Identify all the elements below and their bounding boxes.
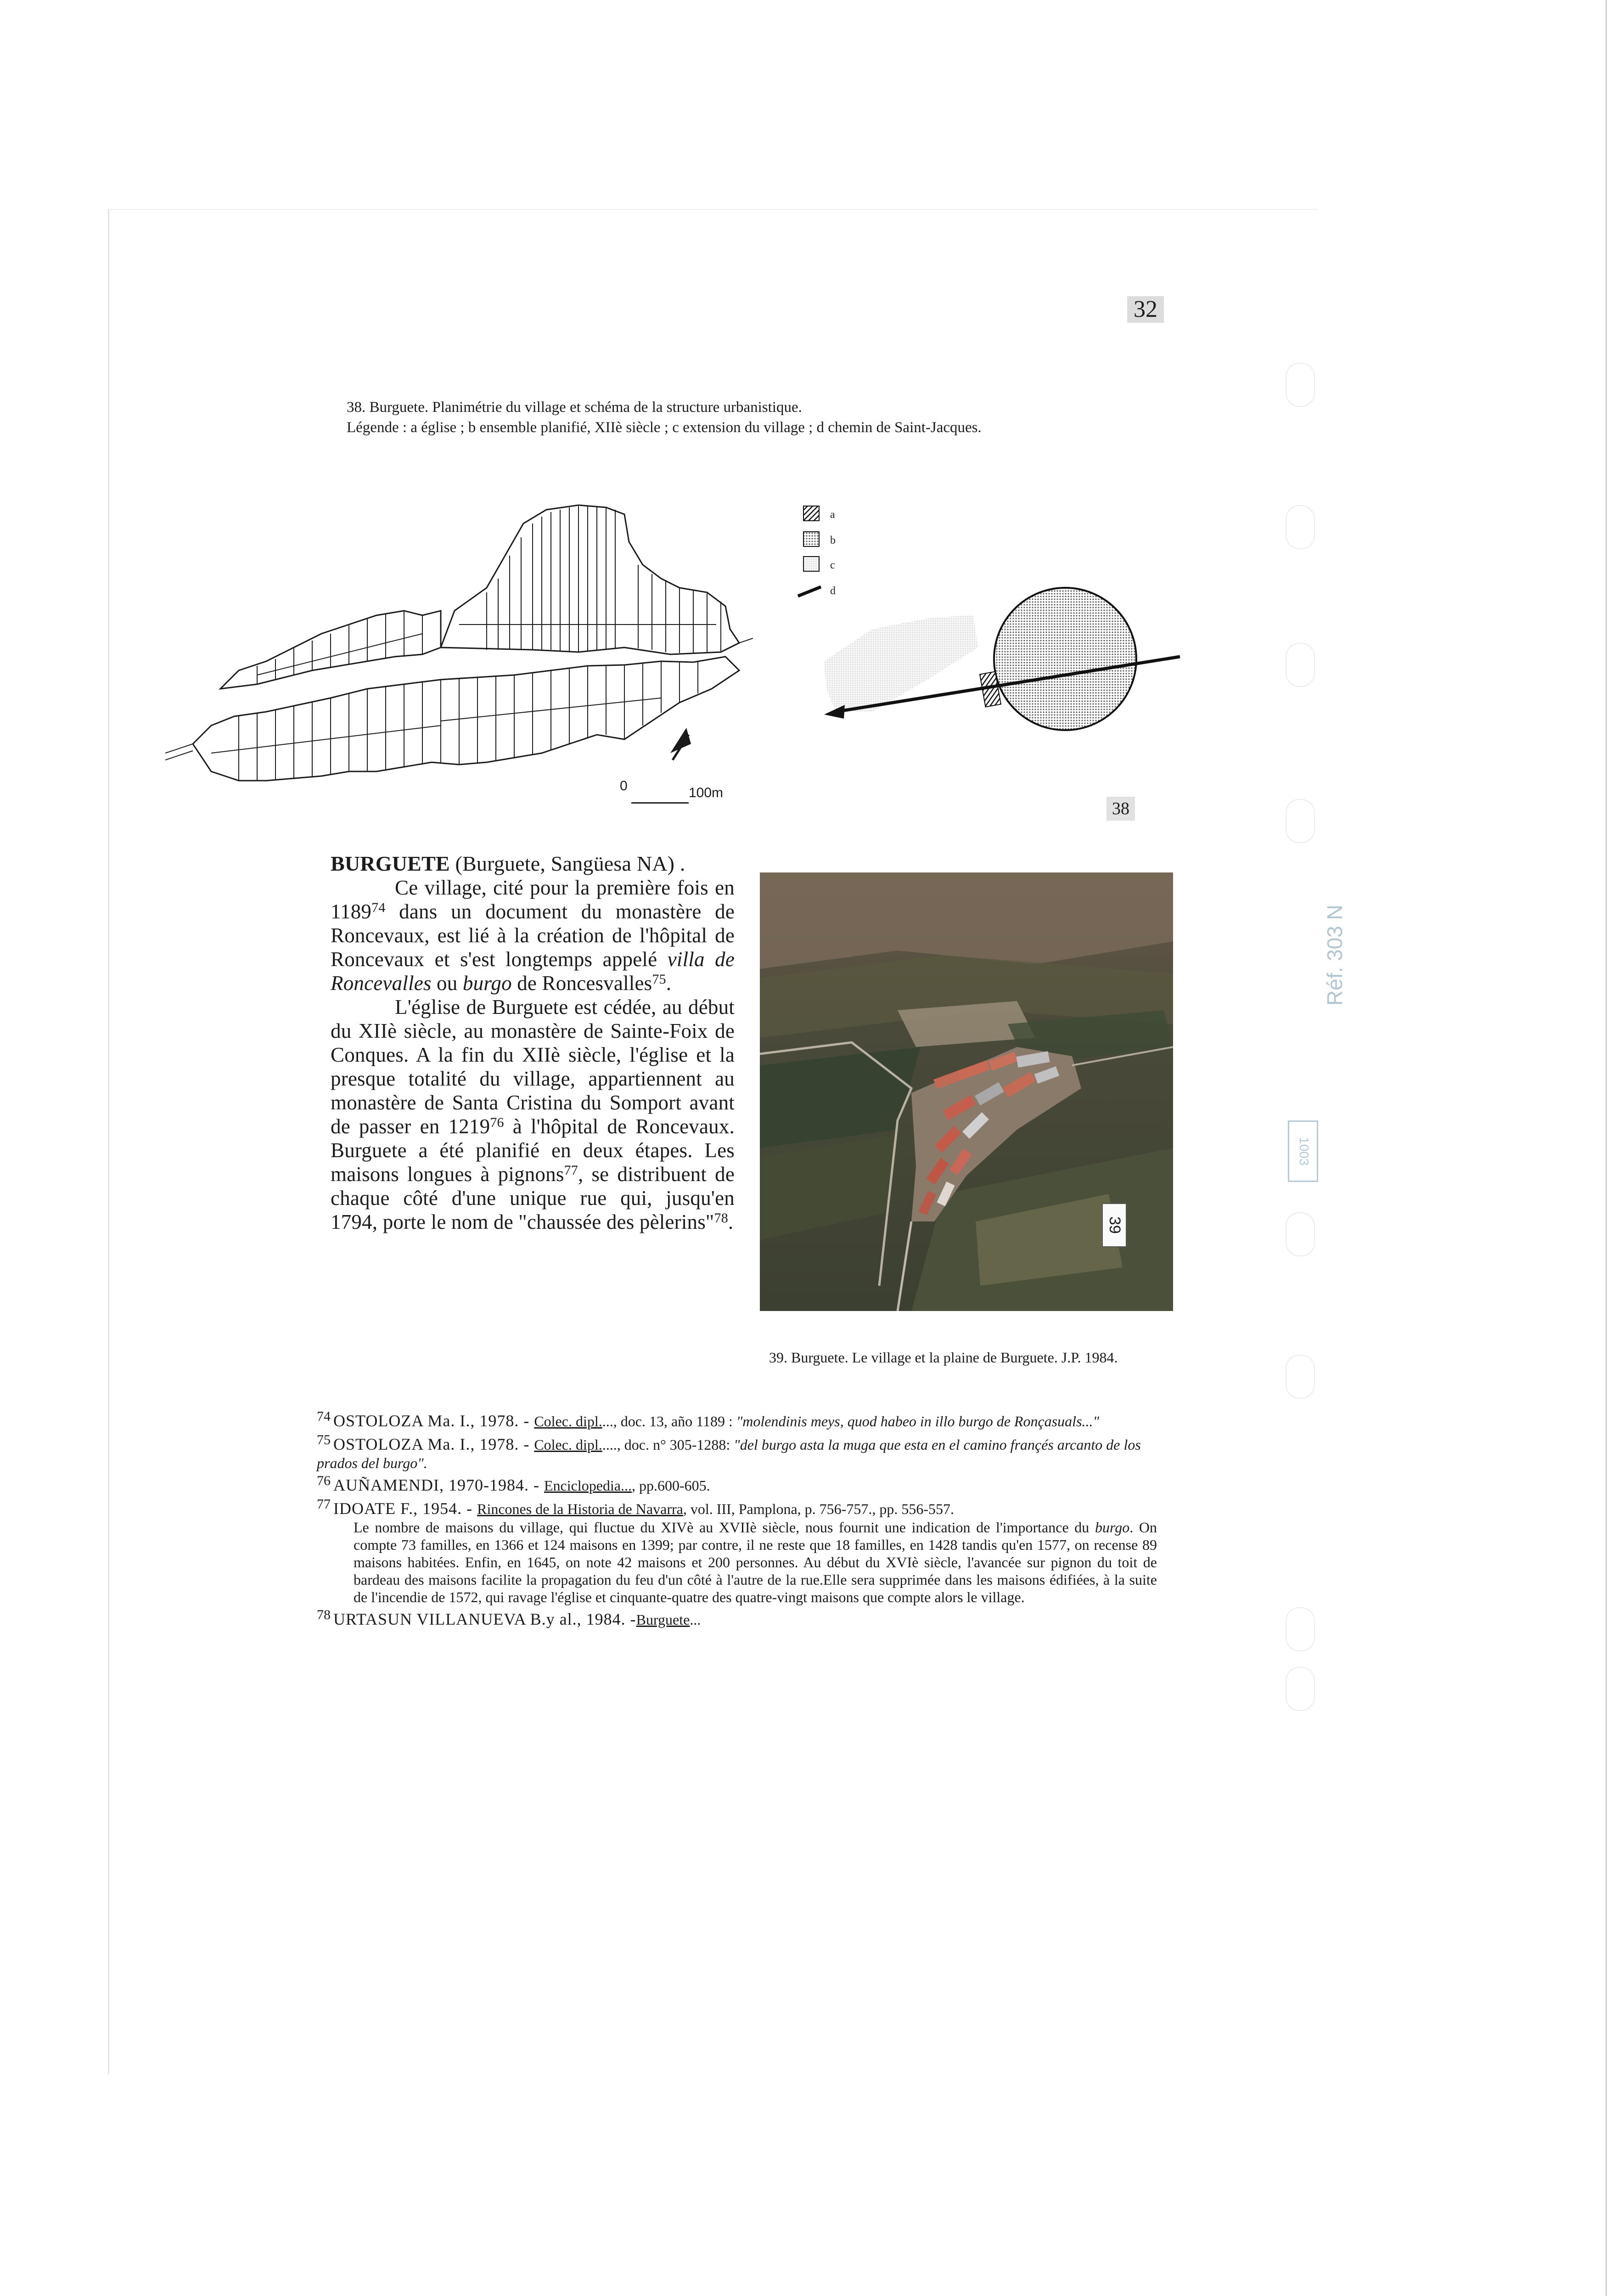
- scan-edge: [1606, 0, 1607, 2296]
- page-number: 32: [1127, 296, 1164, 323]
- p2-text-b: à l'hôpital de Roncevaux. Burguete a été planifié en deux étapes. Les maisons longues à pignons: [331, 1115, 735, 1186]
- binder-hole: [1286, 643, 1315, 687]
- footnote-77-body: [317, 1519, 1157, 1606]
- margin-box-stamp: 1003: [1288, 1120, 1318, 1182]
- paragraph-2: [331, 995, 735, 1234]
- footnote-ref-75[interactable]: 75: [652, 972, 666, 987]
- binder-hole: [1286, 799, 1315, 843]
- figure-39-tag: 39: [1102, 1203, 1127, 1247]
- footnote-author: URTASUN VILLANUEVA B.y al., 1984. -: [333, 1610, 636, 1628]
- schema-legend: [798, 506, 836, 597]
- scale-line: [631, 802, 689, 804]
- binder-hole: [1286, 1355, 1315, 1399]
- footnote-number: 77: [317, 1497, 331, 1512]
- footnote-quote: "del burgo asta la muga que esta en el camino françés arcanto de los prados del burgo".: [317, 1436, 1141, 1471]
- footnote-title: Burguete: [636, 1611, 690, 1628]
- p1-text-b: dans un document du monastère de Roncevaux, est lié à la création de l'hôpital de Roncevaux et s'est longtemps appelé: [331, 900, 735, 971]
- p2-text-a: L'église de Burguete est cédée, au début du XIIè siècle, au monastère de Sainte-Foix de Conques. A la fin du XIIè siècle, l'église et la presque totalité du village, appartiennent au monastère de Santa Cristina du Somport avant de passer en 1219: [331, 996, 735, 1138]
- binder-hole: [1286, 505, 1315, 549]
- heading-location: (Burguete, Sangüesa NA) .: [449, 852, 685, 875]
- scale-length: 100m: [689, 785, 724, 800]
- footnote-title: Colec. dipl.: [534, 1436, 602, 1453]
- footnote-number: 78: [317, 1607, 331, 1622]
- figure-39-caption: 39. Burguete. Le village et la plaine de Burguete. J.P. 1984.: [769, 1349, 1118, 1366]
- footnote-ref: ...: [690, 1611, 701, 1628]
- footnote-title: Rincones de la Historia de Navarra: [477, 1501, 683, 1517]
- legend-a-label: a: [830, 509, 835, 521]
- legend-d-label: d: [830, 585, 836, 597]
- footnote-ref: , pp.600-605.: [631, 1477, 710, 1494]
- footnote-77: [317, 1497, 1157, 1606]
- village-plan-drawing: [165, 496, 753, 790]
- village-plan-figure: [165, 496, 753, 792]
- footnote-title: Enciclopedia...: [544, 1477, 632, 1494]
- footnote-ref: ..., doc. 13, año 1189 :: [602, 1413, 736, 1429]
- footnote-74: [317, 1409, 1157, 1431]
- section-heading: [331, 852, 735, 876]
- figure-38-caption-line2: Légende : a église ; b ensemble planifié, XIIè siècle ; c extension du village ; d chemin de Saint-Jacques.: [347, 419, 982, 436]
- binder-hole: [1286, 1607, 1315, 1651]
- p2-text-d: .: [728, 1210, 734, 1233]
- footnote-ref-76[interactable]: 76: [490, 1115, 504, 1130]
- urban-structure-schema: [781, 496, 1194, 737]
- paragraph-1: [331, 876, 735, 995]
- footnote-78: [317, 1607, 1157, 1629]
- p1-text-d: de Roncesvalles: [511, 972, 652, 995]
- footnote-body-text: . On compte 73 familles, en 1366 et 124 maisons en 1399; par contre, il ne reste que 18 familles, en 1428 tandis qu'en 1577, on recense 89 maisons habitées. Enfin, en 1645, on note 42 maisons et 200 personnes. Au début du XVIè siècle, l'avancée sur pignon du toit de bardeau des maisons facilite la propagation du feu d'un côté à l'autre de la rue.Elle sera supprimée dans les maisons édifiées, à la suite de l'incendie de 1572, qui ravage l'église et cinquante-quatre des quatre-vingt maisons que compte alors le village.: [354, 1519, 1157, 1605]
- schema-drawing: [781, 496, 1194, 735]
- legend-b-label: b: [830, 535, 836, 546]
- p1-italic-burgo: burgo: [462, 972, 512, 995]
- footnote-ref-78[interactable]: 78: [714, 1210, 728, 1226]
- footnote-quote: "molendinis meys, quod habeo in illo burgo de Ronçasuals...": [736, 1413, 1099, 1429]
- footnote-number: 74: [317, 1409, 331, 1424]
- p1-text-c: ou: [431, 972, 463, 995]
- footnote-body-text: Le nombre de maisons du village, qui fluctue du XIVè au XVIIè siècle, nous fournit une indication de l'importance du: [354, 1519, 1095, 1536]
- footnote-75: [317, 1432, 1157, 1472]
- footnote-author: IDOATE F., 1954. -: [333, 1499, 477, 1518]
- footnote-ref-74[interactable]: 74: [371, 900, 386, 915]
- main-text-column: [331, 852, 735, 1234]
- legend-c-label: c: [830, 559, 835, 571]
- footnote-number: 76: [317, 1473, 331, 1488]
- footnote-76: [317, 1473, 1157, 1495]
- footnote-body-italic: burgo: [1095, 1519, 1130, 1536]
- footnote-author: OSTOLOZA Ma. I., 1978. -: [333, 1435, 534, 1453]
- binder-hole: [1286, 363, 1315, 407]
- p2-text-c: , se distribuent de chaque côté d'une unique rue qui, jusqu'en 1794, porte le nom de "chaussée des pèlerins": [331, 1163, 735, 1233]
- figure-38-tag: 38: [1106, 797, 1135, 821]
- scale-zero: 0: [620, 778, 628, 793]
- margin-reference-stamp: Réf. 303 N: [1323, 905, 1347, 1006]
- p1-italic-villa: villa de Roncevalles: [331, 948, 735, 995]
- heading-place-name: BURGUETE: [331, 852, 450, 875]
- footnote-ref: ...., doc. n° 305-1288:: [602, 1436, 734, 1453]
- footnote-ref: , vol. III, Pamplona, p. 756-757., pp. 556-557.: [683, 1501, 954, 1517]
- figure-38-caption-line1: 38. Burguete. Planimétrie du village et schéma de la structure urbanistique.: [347, 399, 802, 416]
- footnotes: [317, 1409, 1157, 1634]
- binder-hole: [1286, 1212, 1315, 1256]
- p1-text-e: .: [666, 972, 672, 995]
- footnote-title: Colec. dipl.: [534, 1413, 602, 1429]
- footnote-ref-77[interactable]: 77: [564, 1163, 578, 1178]
- p1-text-a: Ce village, cité pour la première fois en 1189: [331, 876, 735, 923]
- footnote-number: 75: [317, 1432, 331, 1447]
- figure-38-caption: [347, 397, 1173, 438]
- footnote-author: AUÑAMENDI, 1970-1984. -: [333, 1476, 544, 1494]
- binder-hole: [1286, 1667, 1315, 1711]
- footnote-author: OSTOLOZA Ma. I., 1978. -: [333, 1412, 534, 1430]
